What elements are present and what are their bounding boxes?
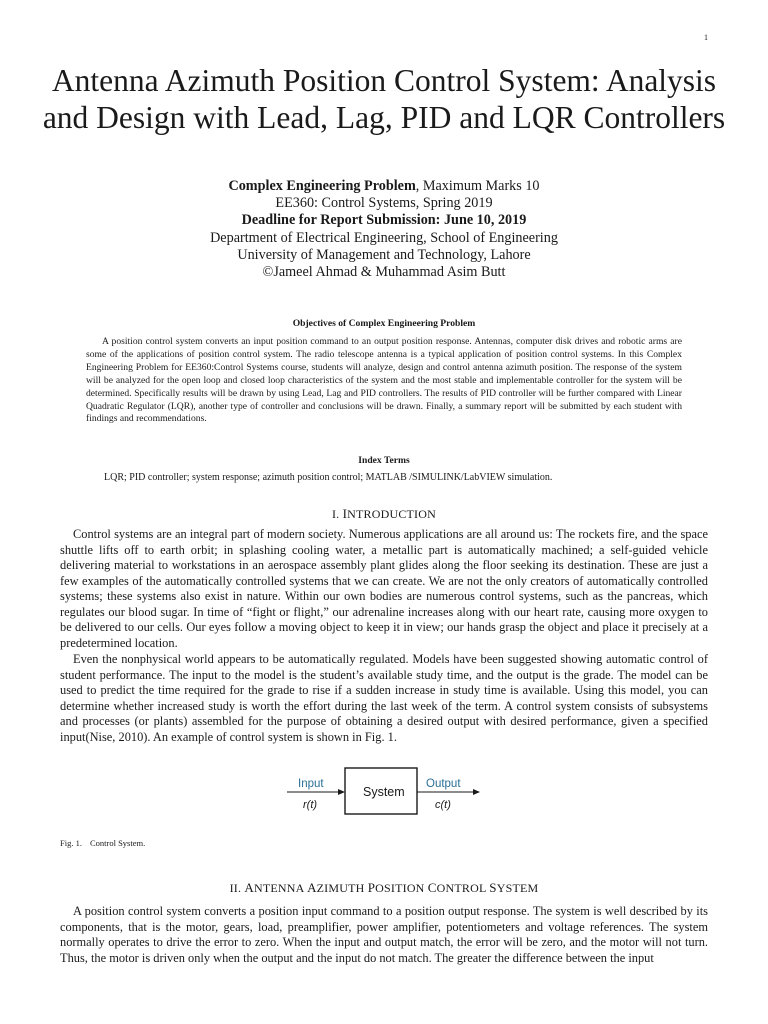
section-2-rest-e: YSTEM — [496, 881, 539, 895]
abstract-heading: Objectives of Complex Engineering Problem — [292, 318, 476, 329]
problem-line — [40, 178, 728, 195]
university-line: University of Management and Technology, Lahore — [237, 246, 531, 263]
section-2-initial-a: A — [244, 880, 254, 895]
intro-paragraph-1: Control systems are an integral part of modern society. Numerous applications are all around us: The rockets fire, and the space shuttle lifts off to earth orbit; in splashing cooling water, a metallic part is automatically machined; a self-guided vehicle delivering material to workstations in an aerospace assembly plant glides along the floor seeking its destination. These are just a few examples of the automatically controlled systems that we can create. We are not the only creators of automatically controlled systems; these systems also exist in nature. Within our own bodies are numerous control systems, such as the pancreas, which regulates our blood sugar. In time of “fight or flight,” our adrenaline increases along with our heart rate, causing more oxygen to be delivered to our cells. Our eyes follow a moving object to keep it in view; our hands grasp the object and place it precisely at a predetermined location. — [60, 527, 708, 650]
course-line: EE360: Control Systems, Spring 2019 — [275, 195, 493, 212]
section-2-initial-c: P — [367, 880, 376, 895]
section-2-rest-a: NTENNA — [254, 881, 308, 895]
section-1-title-initial: I — [342, 506, 348, 521]
page-number: 1 — [704, 33, 708, 42]
section-1-number: I. — [331, 507, 340, 521]
input-label: Input — [298, 778, 324, 790]
section-2-rest-b: ZIMUTH — [316, 881, 368, 895]
index-terms-text: LQR; PID controller; system response; azimuth position control; MATLAB /SIMULINK/LabVIEW simulation. — [104, 472, 553, 483]
section-2-rest-d: ONTROL — [436, 881, 490, 895]
output-signal: c(t) — [435, 799, 451, 811]
figure-1-caption — [60, 838, 145, 848]
section-2-initial-d: C — [427, 880, 437, 895]
figure-1-caption-label: Fig. 1. — [60, 838, 82, 848]
department-line: Department of Electrical Engineering, School of Engineering — [210, 229, 558, 246]
abstract-text: A position control system converts an input position command to an output position response. Antennas, computer disk drives and robotic arms are some of the applications of position control system. The radio telescope antenna is a typical application of position control systems. In this Complex Engineering Problem for EE360:Control Systems course, students will analyze, design and control antenna azimuth position. The response of the system will be analyzed for the open loop and closed loop characteristics of the system and the most stable and implementable controller for the system will be determined. Specifically results will be drawn by using Lead, Lag and PID controllers. The results of PID controller will be further compared with Linear Quadratic Regulator (LQR), another type of controller and conclusions will be drawn. Finally, a summary report will be submitted by each student with findings and recommendations. — [86, 336, 682, 425]
section-2-paragraph: A position control system converts a position input command to a position output response. The system is well described by its components, that is the motor, gears, load, preamplifier, power amplifier, potentiometers and voltage references. The system normally operates to drive the error to zero. When the input and output match, the error will be zero, and the motor will not turn. Thus, the motor is driven only when the output and the input do not match. The greater the difference between the input — [60, 904, 708, 965]
deadline-line: Deadline for Report Submission: June 10, 2019 — [241, 212, 527, 229]
section-2-initial-e: S — [489, 880, 497, 895]
index-terms-heading: Index Terms — [358, 455, 410, 466]
figure-1-block-diagram — [287, 762, 487, 822]
marks-text: , Maximum Marks 10 — [415, 178, 540, 194]
section-2-rest-c: OSITION — [375, 881, 428, 895]
authors-line: ©Jameel Ahmad & Muhammad Asim Butt — [262, 264, 506, 281]
intro-paragraph-2: Even the nonphysical world appears to be automatically regulated. Models have been suggested showing automatic control of student performance. The input to the model is the student’s available study time, and the output is the grade. The model can be used to predict the time required for the grade to rise if a sudden increase in study time is available. Using this model, you can determine whether increased study is worth the effort during the last week of the term. A control system consists of subsystems and processes (or plants) assembled for the purpose of obtaining a desired output with desired performance, given a specified input(Nise, 2010). An example of control system is shown in Fig. 1. — [60, 652, 708, 744]
paper-meta — [40, 178, 728, 281]
section-1-title-rest: NTRODUCTION — [347, 507, 436, 521]
section-2-heading — [40, 880, 728, 896]
output-label: Output — [426, 778, 461, 790]
figure-1-caption-text: Control System. — [89, 838, 146, 848]
paper-title: Antenna Azimuth Position Control System: Analysis and Design with Lead, Lag, PID and LQR Controllers — [42, 63, 726, 135]
system-block-label: System — [363, 785, 405, 799]
input-arrow-head — [338, 789, 345, 795]
section-2-number: II. — [229, 881, 242, 895]
problem-label: Complex Engineering Problem — [228, 178, 416, 194]
output-arrow-head — [473, 789, 480, 795]
input-signal: r(t) — [303, 799, 318, 811]
section-1-heading — [40, 506, 728, 522]
section-2-initial-b: A — [307, 880, 317, 895]
